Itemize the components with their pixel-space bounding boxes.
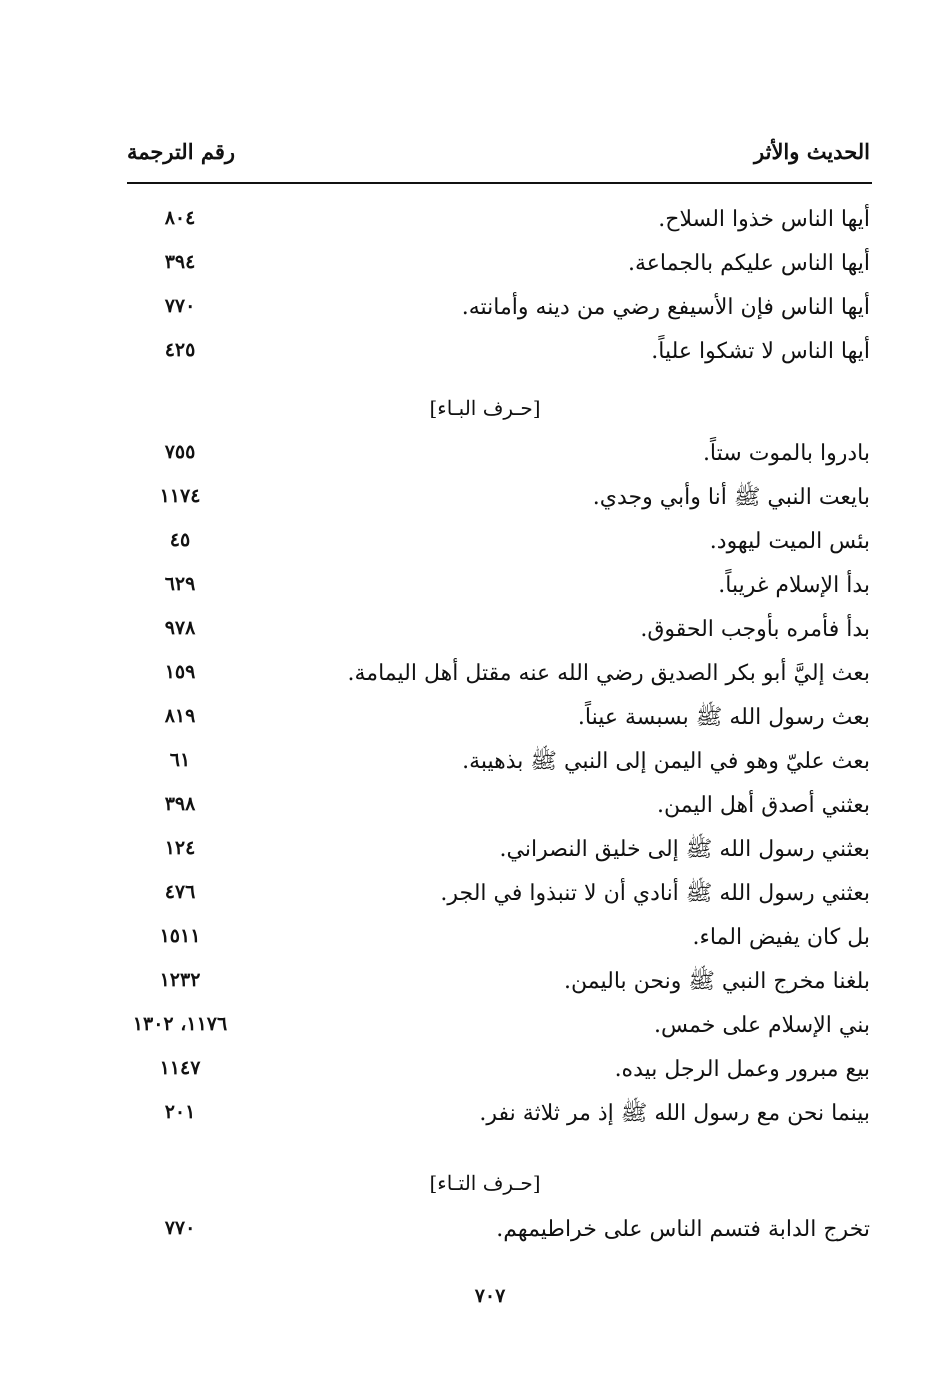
index-entry: [110, 740, 870, 784]
entry-number: ٣٩٤: [164, 251, 196, 273]
index-entry: [110, 828, 870, 872]
index-entry: [110, 696, 870, 740]
section-heading-ta: [حـرف التـاء]: [429, 1171, 541, 1195]
entry-text: بدأ فأمره بأوجب الحقوق.: [640, 617, 870, 642]
entry-number: ٩٧٨: [164, 617, 196, 639]
entry-text: بئس الميت ليهود.: [709, 529, 870, 554]
index-entry: [110, 1208, 870, 1252]
index-entry: [110, 608, 870, 652]
entry-text: بعث عليّ وهو في اليمن إلى النبي ﷺ بذهيبة.: [462, 749, 870, 774]
entry-number: ٧٧٠: [164, 1217, 196, 1239]
entry-text: بادروا بالموت ستاً.: [702, 441, 870, 466]
entry-text: بعثني رسول الله ﷺ إلى خليق النصراني.: [499, 837, 870, 862]
entry-number: ٦٢٩: [164, 573, 196, 595]
index-entry: [110, 872, 870, 916]
index-entry: [110, 960, 870, 1004]
entry-number: ١٢٣٢: [159, 969, 201, 991]
entry-text: أيها الناس فإن الأسيفع رضي من دينه وأمانته.: [461, 295, 870, 320]
entry-number: ٨١٩: [164, 705, 196, 727]
entry-text: بني الإسلام على خمس.: [653, 1013, 870, 1038]
entry-text: بل كان يفيض الماء.: [692, 925, 870, 950]
entry-text: بعثني رسول الله ﷺ أنادي أن لا تنبذوا في الجر.: [440, 881, 870, 906]
entry-number: ٧٧٠: [164, 295, 196, 317]
entry-number: ٢٠١: [164, 1101, 196, 1123]
entry-text: أيها الناس عليكم بالجماعة.: [628, 251, 870, 276]
entry-number: ٨٠٤: [164, 207, 196, 229]
entry-number: ١١٤٧: [159, 1057, 201, 1079]
page-number: ٧٠٧: [474, 1285, 506, 1307]
entry-number: ٧٥٥: [164, 441, 196, 463]
entry-number: ٣٩٨: [164, 793, 196, 815]
entry-text: بعث رسول الله ﷺ بسبسة عيناً.: [577, 705, 870, 730]
entry-text: أيها الناس خذوا السلاح.: [658, 207, 870, 232]
entry-number: ٤٥: [169, 529, 191, 551]
entry-text: بايعت النبي ﷺ أنا وأبي وجدي.: [592, 485, 870, 510]
entry-text: بعث إليَّ أبو بكر الصديق رضي الله عنه مقتل أهل اليمامة.: [347, 661, 870, 686]
entry-number: ٤٢٥: [164, 339, 196, 361]
index-entry: [110, 520, 870, 564]
index-entry: [110, 242, 870, 286]
entry-text: بيع مبرور وعمل الرجل بيده.: [614, 1057, 870, 1082]
index-entry: [110, 916, 870, 960]
section-heading-ba: [حـرف البـاء]: [429, 396, 541, 420]
index-entry: [110, 432, 870, 476]
entry-number: ١٥١١: [159, 925, 201, 947]
entry-number: ١١٧٦، ١٣٠٢: [132, 1013, 228, 1035]
column-title-hadith: الحديث والأثر: [754, 139, 870, 164]
entry-text: تخرج الدابة فتسم الناس على خراطيمهم.: [496, 1217, 870, 1242]
entry-text: بلغنا مخرج النبي ﷺ ونحن باليمن.: [564, 969, 870, 994]
entry-text: أيها الناس لا تشكوا علياً.: [651, 339, 870, 364]
entry-text: بعثني أصدق أهل اليمن.: [656, 793, 870, 818]
index-entry: [110, 330, 870, 374]
column-title-entry-number: رقم الترجمة: [127, 139, 236, 164]
entry-number: ١٢٤: [164, 837, 196, 859]
entry-number: ١١٧٤: [159, 485, 201, 507]
index-entry: [110, 476, 870, 520]
entry-number: ٤٧٦: [164, 881, 196, 903]
index-entry: [110, 1092, 870, 1136]
entry-text: بدأ الإسلام غريباً.: [718, 573, 870, 598]
index-entry: [110, 564, 870, 608]
index-entry: [110, 652, 870, 696]
index-entry: [110, 198, 870, 242]
header-divider: [127, 182, 872, 184]
index-entry: [110, 784, 870, 828]
index-entry: [110, 286, 870, 330]
entry-text: بينما نحن مع رسول الله ﷺ إذ مر ثلاثة نفر.: [479, 1101, 870, 1126]
entry-number: ٦١: [169, 749, 191, 771]
index-entry: [110, 1004, 870, 1048]
index-entry: [110, 1048, 870, 1092]
entry-number: ١٥٩: [164, 661, 196, 683]
